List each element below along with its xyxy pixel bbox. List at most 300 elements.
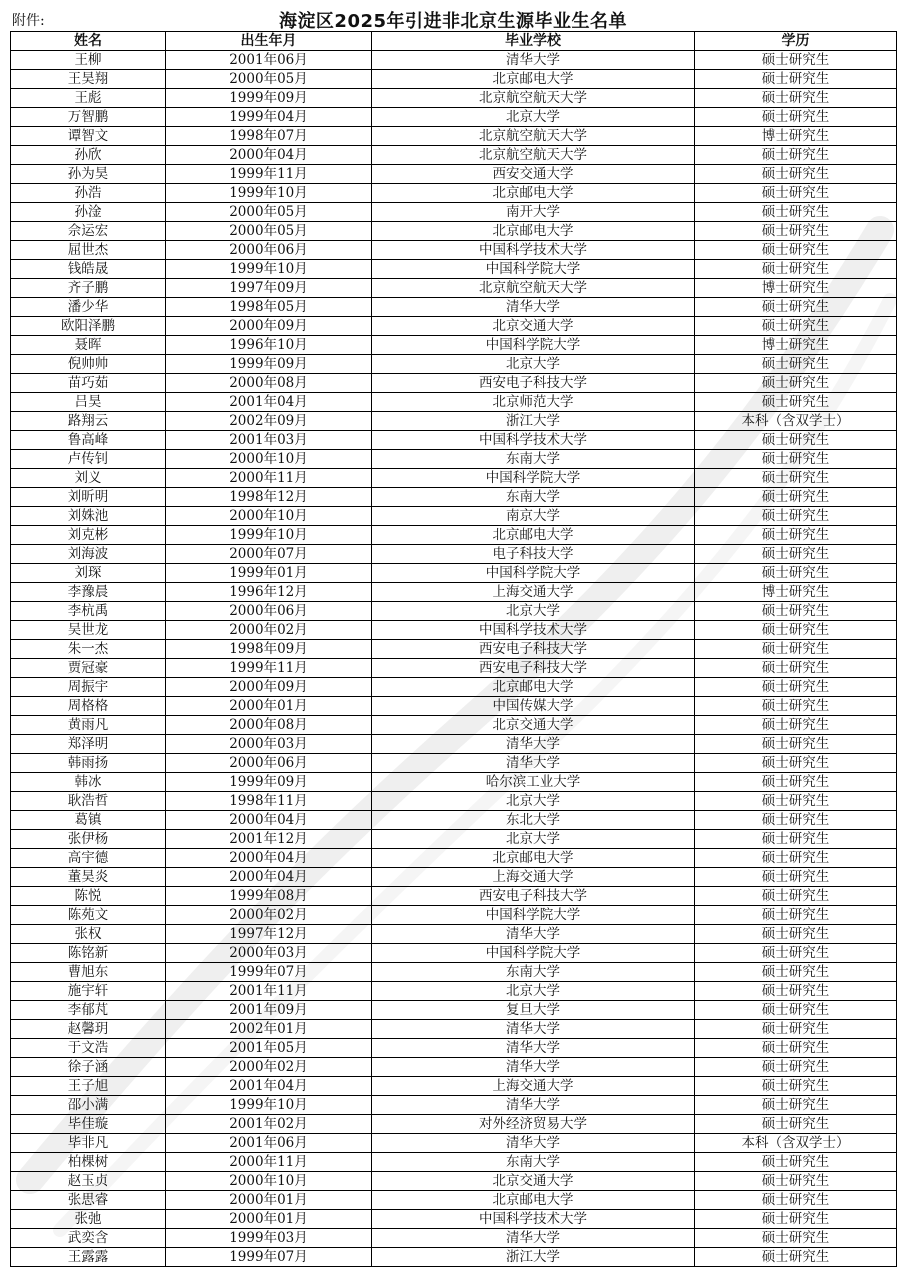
cell-degree: 硕士研究生: [695, 887, 897, 906]
cell-birth: 2000年05月: [166, 222, 372, 241]
table-row: [11, 165, 897, 184]
cell-school: 上海交通大学: [372, 1077, 695, 1096]
cell-school: 北京邮电大学: [372, 849, 695, 868]
cell-birth: 2001年11月: [166, 982, 372, 1001]
cell-name: 周振宇: [11, 678, 166, 697]
table-row: [11, 469, 897, 488]
cell-birth: 1998年11月: [166, 792, 372, 811]
cell-degree: 硕士研究生: [695, 925, 897, 944]
cell-school: 北京邮电大学: [372, 678, 695, 697]
cell-school: 中国科学技术大学: [372, 431, 695, 450]
document-header: [10, 6, 896, 31]
table-row: [11, 431, 897, 450]
cell-school: 中国科学技术大学: [372, 241, 695, 260]
cell-birth: 2000年09月: [166, 678, 372, 697]
table-row: [11, 564, 897, 583]
document-sheet: [10, 6, 896, 1267]
table-row: [11, 241, 897, 260]
cell-degree: 硕士研究生: [695, 830, 897, 849]
cell-school: 中国科学院大学: [372, 944, 695, 963]
cell-school: 北京邮电大学: [372, 184, 695, 203]
cell-birth: 2000年09月: [166, 317, 372, 336]
cell-name: 张权: [11, 925, 166, 944]
cell-degree: 硕士研究生: [695, 260, 897, 279]
cell-school: 上海交通大学: [372, 583, 695, 602]
cell-birth: 1998年07月: [166, 127, 372, 146]
cell-birth: 2000年06月: [166, 241, 372, 260]
cell-school: 中国科学院大学: [372, 336, 695, 355]
cell-school: 北京交通大学: [372, 716, 695, 735]
cell-school: 清华大学: [372, 925, 695, 944]
cell-degree: 硕士研究生: [695, 1210, 897, 1229]
cell-birth: 1996年12月: [166, 583, 372, 602]
cell-birth: 2000年04月: [166, 146, 372, 165]
table-row: [11, 735, 897, 754]
cell-degree: 硕士研究生: [695, 545, 897, 564]
cell-degree: 硕士研究生: [695, 1058, 897, 1077]
page-title: 海淀区2025年引进非北京生源毕业生名单: [278, 11, 628, 32]
cell-name: 刘海波: [11, 545, 166, 564]
cell-birth: 1999年08月: [166, 887, 372, 906]
cell-birth: 1998年12月: [166, 488, 372, 507]
cell-name: 李杭禹: [11, 602, 166, 621]
cell-birth: 1999年10月: [166, 184, 372, 203]
cell-name: 曹旭东: [11, 963, 166, 982]
cell-school: 北京邮电大学: [372, 1191, 695, 1210]
cell-school: 北京航空航天大学: [372, 89, 695, 108]
cell-school: 浙江大学: [372, 1248, 695, 1267]
table-row: [11, 678, 897, 697]
cell-birth: 2001年12月: [166, 830, 372, 849]
table-row: [11, 1191, 897, 1210]
table-row: [11, 1153, 897, 1172]
cell-birth: 1999年07月: [166, 963, 372, 982]
cell-degree: 博士研究生: [695, 127, 897, 146]
cell-school: 东南大学: [372, 450, 695, 469]
cell-degree: 硕士研究生: [695, 982, 897, 1001]
cell-degree: 硕士研究生: [695, 564, 897, 583]
table-row: [11, 868, 897, 887]
cell-birth: 2000年08月: [166, 716, 372, 735]
table-row: [11, 1115, 897, 1134]
cell-degree: 硕士研究生: [695, 51, 897, 70]
cell-school: 北京航空航天大学: [372, 279, 695, 298]
table-row: [11, 1229, 897, 1248]
cell-degree: 硕士研究生: [695, 1191, 897, 1210]
cell-school: 西安电子科技大学: [372, 659, 695, 678]
table-row: [11, 317, 897, 336]
cell-school: 北京师范大学: [372, 393, 695, 412]
column-header-birth: 出生年月: [166, 32, 372, 51]
cell-name: 陈铭新: [11, 944, 166, 963]
cell-degree: 硕士研究生: [695, 811, 897, 830]
table-row: [11, 1077, 897, 1096]
cell-degree: 博士研究生: [695, 583, 897, 602]
cell-school: 中国科学院大学: [372, 564, 695, 583]
table-row: [11, 298, 897, 317]
cell-name: 齐子鹏: [11, 279, 166, 298]
cell-name: 王子旭: [11, 1077, 166, 1096]
cell-birth: 2001年06月: [166, 51, 372, 70]
cell-name: 柏棵树: [11, 1153, 166, 1172]
cell-name: 陈苑文: [11, 906, 166, 925]
table-row: [11, 982, 897, 1001]
cell-degree: 硕士研究生: [695, 640, 897, 659]
cell-name: 韩冰: [11, 773, 166, 792]
table-row: [11, 260, 897, 279]
cell-degree: 硕士研究生: [695, 1248, 897, 1267]
table-row: [11, 1172, 897, 1191]
cell-degree: 硕士研究生: [695, 1096, 897, 1115]
cell-school: 北京邮电大学: [372, 70, 695, 89]
cell-degree: 硕士研究生: [695, 203, 897, 222]
cell-birth: 1997年12月: [166, 925, 372, 944]
cell-school: 北京交通大学: [372, 1172, 695, 1191]
table-row: [11, 1001, 897, 1020]
graduate-table: [10, 31, 897, 1267]
cell-name: 刘姝池: [11, 507, 166, 526]
cell-birth: 2001年03月: [166, 431, 372, 450]
cell-name: 钱皓晟: [11, 260, 166, 279]
cell-degree: 硕士研究生: [695, 754, 897, 773]
table-row: [11, 773, 897, 792]
cell-school: 清华大学: [372, 1058, 695, 1077]
cell-name: 刘克彬: [11, 526, 166, 545]
cell-school: 中国科学院大学: [372, 469, 695, 488]
cell-name: 陈悦: [11, 887, 166, 906]
cell-birth: 2000年02月: [166, 621, 372, 640]
cell-degree: 硕士研究生: [695, 222, 897, 241]
cell-degree: 硕士研究生: [695, 507, 897, 526]
cell-birth: 1998年09月: [166, 640, 372, 659]
cell-name: 孙淦: [11, 203, 166, 222]
cell-name: 赵馨玥: [11, 1020, 166, 1039]
cell-name: 于文浩: [11, 1039, 166, 1058]
cell-school: 清华大学: [372, 754, 695, 773]
cell-name: 路翔云: [11, 412, 166, 431]
cell-name: 邵小满: [11, 1096, 166, 1115]
cell-degree: 硕士研究生: [695, 659, 897, 678]
cell-name: 王昊翔: [11, 70, 166, 89]
table-row: [11, 108, 897, 127]
cell-name: 耿浩哲: [11, 792, 166, 811]
cell-school: 中国传媒大学: [372, 697, 695, 716]
cell-birth: 1999年09月: [166, 355, 372, 374]
cell-school: 复旦大学: [372, 1001, 695, 1020]
cell-name: 周格格: [11, 697, 166, 716]
table-row: [11, 526, 897, 545]
cell-school: 电子科技大学: [372, 545, 695, 564]
table-row: [11, 89, 897, 108]
cell-birth: 2000年04月: [166, 849, 372, 868]
cell-name: 张伊杨: [11, 830, 166, 849]
cell-school: 北京大学: [372, 108, 695, 127]
cell-school: 清华大学: [372, 298, 695, 317]
cell-degree: 硕士研究生: [695, 70, 897, 89]
cell-degree: 硕士研究生: [695, 621, 897, 640]
table-row: [11, 279, 897, 298]
cell-birth: 2002年01月: [166, 1020, 372, 1039]
cell-name: 卢传钊: [11, 450, 166, 469]
cell-degree: 硕士研究生: [695, 773, 897, 792]
cell-name: 刘琛: [11, 564, 166, 583]
cell-school: 上海交通大学: [372, 868, 695, 887]
table-row: [11, 1039, 897, 1058]
cell-name: 苗巧茹: [11, 374, 166, 393]
cell-birth: 2000年08月: [166, 374, 372, 393]
cell-name: 欧阳泽鹏: [11, 317, 166, 336]
cell-name: 孙为昊: [11, 165, 166, 184]
cell-degree: 硕士研究生: [695, 735, 897, 754]
cell-birth: 2000年11月: [166, 1153, 372, 1172]
table-row: [11, 925, 897, 944]
cell-birth: 2001年04月: [166, 393, 372, 412]
table-row: [11, 488, 897, 507]
cell-birth: 2000年03月: [166, 944, 372, 963]
table-row: [11, 355, 897, 374]
cell-name: 高宇德: [11, 849, 166, 868]
cell-degree: 硕士研究生: [695, 602, 897, 621]
cell-degree: 硕士研究生: [695, 1077, 897, 1096]
cell-birth: 2002年09月: [166, 412, 372, 431]
cell-degree: 硕士研究生: [695, 108, 897, 127]
cell-school: 北京交通大学: [372, 317, 695, 336]
cell-degree: 博士研究生: [695, 336, 897, 355]
table-row: [11, 1248, 897, 1267]
table-row: [11, 963, 897, 982]
cell-degree: 硕士研究生: [695, 165, 897, 184]
cell-degree: 硕士研究生: [695, 944, 897, 963]
cell-school: 东北大学: [372, 811, 695, 830]
table-row: [11, 887, 897, 906]
cell-degree: 硕士研究生: [695, 241, 897, 260]
cell-birth: 1999年11月: [166, 165, 372, 184]
table-row: [11, 1134, 897, 1153]
cell-degree: 硕士研究生: [695, 1039, 897, 1058]
cell-degree: 硕士研究生: [695, 1153, 897, 1172]
cell-degree: 硕士研究生: [695, 146, 897, 165]
cell-school: 清华大学: [372, 735, 695, 754]
table-row: [11, 697, 897, 716]
table-row: [11, 146, 897, 165]
cell-birth: 1999年10月: [166, 260, 372, 279]
cell-degree: 本科（含双学士）: [695, 1134, 897, 1153]
cell-name: 黄雨凡: [11, 716, 166, 735]
table-header-row: [11, 32, 897, 51]
cell-birth: 2000年06月: [166, 602, 372, 621]
cell-school: 东南大学: [372, 488, 695, 507]
cell-name: 潘少华: [11, 298, 166, 317]
cell-name: 孙欣: [11, 146, 166, 165]
cell-birth: 1999年04月: [166, 108, 372, 127]
cell-school: 清华大学: [372, 1020, 695, 1039]
cell-birth: 2000年11月: [166, 469, 372, 488]
cell-birth: 2001年05月: [166, 1039, 372, 1058]
table-row: [11, 754, 897, 773]
table-row: [11, 1058, 897, 1077]
table-row: [11, 944, 897, 963]
cell-school: 西安交通大学: [372, 165, 695, 184]
cell-school: 西安电子科技大学: [372, 374, 695, 393]
cell-birth: 1999年03月: [166, 1229, 372, 1248]
cell-name: 武奕含: [11, 1229, 166, 1248]
cell-name: 朱一杰: [11, 640, 166, 659]
table-row: [11, 545, 897, 564]
cell-degree: 硕士研究生: [695, 1229, 897, 1248]
cell-birth: 1999年10月: [166, 1096, 372, 1115]
column-header-school: 毕业学校: [372, 32, 695, 51]
cell-school: 北京大学: [372, 602, 695, 621]
cell-name: 李郁芃: [11, 1001, 166, 1020]
attachment-label: 附件:: [12, 13, 45, 29]
cell-birth: 1997年09月: [166, 279, 372, 298]
cell-birth: 1999年09月: [166, 773, 372, 792]
table-row: [11, 640, 897, 659]
cell-birth: 2000年01月: [166, 1191, 372, 1210]
cell-school: 北京航空航天大学: [372, 127, 695, 146]
cell-school: 中国科学院大学: [372, 260, 695, 279]
cell-degree: 硕士研究生: [695, 792, 897, 811]
cell-degree: 硕士研究生: [695, 868, 897, 887]
cell-birth: 2001年04月: [166, 1077, 372, 1096]
cell-degree: 硕士研究生: [695, 317, 897, 336]
table-row: [11, 659, 897, 678]
table-row: [11, 602, 897, 621]
table-row: [11, 811, 897, 830]
cell-name: 聂晖: [11, 336, 166, 355]
cell-name: 孙浩: [11, 184, 166, 203]
cell-school: 清华大学: [372, 1229, 695, 1248]
table-row: [11, 792, 897, 811]
cell-name: 万智鹏: [11, 108, 166, 127]
table-row: [11, 203, 897, 222]
cell-school: 南开大学: [372, 203, 695, 222]
cell-degree: 硕士研究生: [695, 89, 897, 108]
cell-degree: 硕士研究生: [695, 469, 897, 488]
cell-school: 清华大学: [372, 1134, 695, 1153]
cell-name: 王彪: [11, 89, 166, 108]
table-row: [11, 336, 897, 355]
cell-birth: 1999年10月: [166, 526, 372, 545]
cell-birth: 2000年01月: [166, 697, 372, 716]
cell-school: 北京邮电大学: [372, 222, 695, 241]
cell-name: 张思睿: [11, 1191, 166, 1210]
cell-birth: 2000年04月: [166, 811, 372, 830]
cell-degree: 本科（含双学士）: [695, 412, 897, 431]
cell-school: 北京邮电大学: [372, 526, 695, 545]
cell-school: 清华大学: [372, 1096, 695, 1115]
cell-degree: 硕士研究生: [695, 526, 897, 545]
cell-school: 西安电子科技大学: [372, 640, 695, 659]
table-row: [11, 507, 897, 526]
cell-name: 王柳: [11, 51, 166, 70]
cell-name: 倪帅帅: [11, 355, 166, 374]
table-row: [11, 1096, 897, 1115]
cell-birth: 2000年06月: [166, 754, 372, 773]
cell-school: 清华大学: [372, 51, 695, 70]
cell-degree: 硕士研究生: [695, 678, 897, 697]
table-row: [11, 1210, 897, 1229]
cell-name: 刘昕明: [11, 488, 166, 507]
cell-degree: 硕士研究生: [695, 355, 897, 374]
cell-degree: 硕士研究生: [695, 1001, 897, 1020]
cell-degree: 硕士研究生: [695, 298, 897, 317]
cell-degree: 硕士研究生: [695, 431, 897, 450]
cell-school: 北京大学: [372, 982, 695, 1001]
table-row: [11, 1020, 897, 1039]
cell-school: 北京大学: [372, 830, 695, 849]
table-row: [11, 184, 897, 203]
cell-name: 徐子涵: [11, 1058, 166, 1077]
cell-birth: 2001年02月: [166, 1115, 372, 1134]
cell-name: 刘义: [11, 469, 166, 488]
cell-birth: 1999年09月: [166, 89, 372, 108]
cell-school: 东南大学: [372, 963, 695, 982]
cell-name: 葛镇: [11, 811, 166, 830]
cell-birth: 2000年01月: [166, 1210, 372, 1229]
table-row: [11, 412, 897, 431]
table-row: [11, 127, 897, 146]
cell-birth: 2000年03月: [166, 735, 372, 754]
cell-degree: 硕士研究生: [695, 697, 897, 716]
cell-degree: 硕士研究生: [695, 1172, 897, 1191]
cell-school: 浙江大学: [372, 412, 695, 431]
cell-birth: 2000年05月: [166, 70, 372, 89]
cell-degree: 硕士研究生: [695, 374, 897, 393]
cell-degree: 硕士研究生: [695, 1020, 897, 1039]
cell-birth: 1998年05月: [166, 298, 372, 317]
table-row: [11, 374, 897, 393]
cell-school: 北京航空航天大学: [372, 146, 695, 165]
cell-birth: 1999年11月: [166, 659, 372, 678]
table-row: [11, 222, 897, 241]
cell-school: 哈尔滨工业大学: [372, 773, 695, 792]
cell-name: 谭智文: [11, 127, 166, 146]
cell-birth: 1999年07月: [166, 1248, 372, 1267]
cell-birth: 2000年10月: [166, 450, 372, 469]
cell-name: 鲁高峰: [11, 431, 166, 450]
cell-name: 佘运宏: [11, 222, 166, 241]
cell-birth: 2000年02月: [166, 906, 372, 925]
cell-name: 施宇轩: [11, 982, 166, 1001]
cell-school: 北京大学: [372, 792, 695, 811]
cell-name: 毕佳璇: [11, 1115, 166, 1134]
cell-degree: 博士研究生: [695, 279, 897, 298]
cell-school: 东南大学: [372, 1153, 695, 1172]
cell-degree: 硕士研究生: [695, 488, 897, 507]
cell-degree: 硕士研究生: [695, 184, 897, 203]
cell-birth: 2001年09月: [166, 1001, 372, 1020]
cell-name: 张弛: [11, 1210, 166, 1229]
cell-school: 中国科学技术大学: [372, 621, 695, 640]
cell-school: 南京大学: [372, 507, 695, 526]
cell-degree: 硕士研究生: [695, 849, 897, 868]
cell-school: 对外经济贸易大学: [372, 1115, 695, 1134]
cell-birth: 2000年05月: [166, 203, 372, 222]
table-row: [11, 716, 897, 735]
cell-school: 清华大学: [372, 1039, 695, 1058]
cell-name: 郑泽明: [11, 735, 166, 754]
table-row: [11, 830, 897, 849]
cell-birth: 2000年07月: [166, 545, 372, 564]
table-row: [11, 906, 897, 925]
cell-name: 赵玉贞: [11, 1172, 166, 1191]
cell-birth: 2000年04月: [166, 868, 372, 887]
cell-school: 中国科学技术大学: [372, 1210, 695, 1229]
table-row: [11, 393, 897, 412]
cell-name: 韩雨扬: [11, 754, 166, 773]
cell-name: 吕昊: [11, 393, 166, 412]
